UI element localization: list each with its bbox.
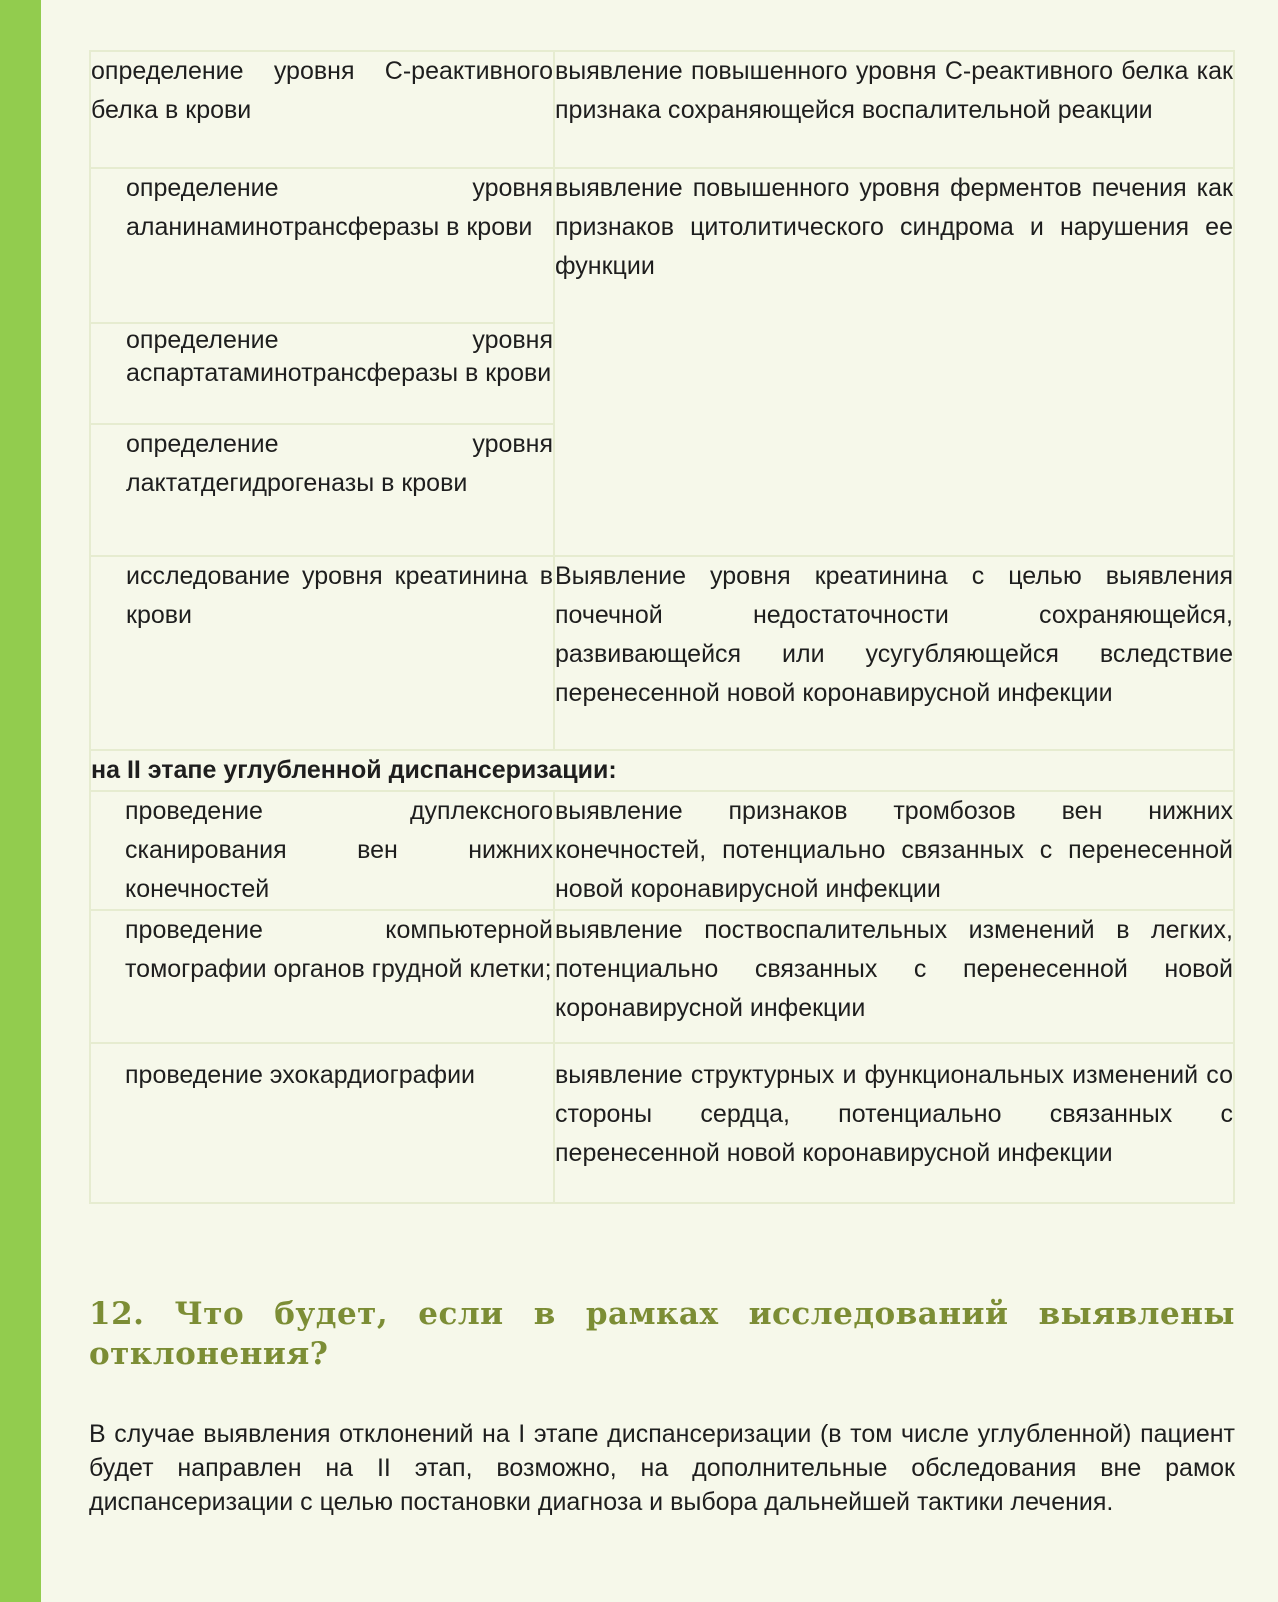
purpose-cell: выявление структурных и функциональных изменений со стороны сердца, потенциально связанных с перенесенной новой коронавирусной инфекции [554,1043,1234,1203]
table-row [90,910,1234,1043]
body-paragraph: В случае выявления отклонений на I этапе диспансеризации (в том числе углубленной) пациент будет направлен на II этап, возможно, на дополнительные обследования вне рамок диспансеризации с целью постановки диагноза и выбора дальнейшей тактики лечения. [89,1420,1235,1516]
purpose-cell: Выявление уровня креатинина с целью выявления почечной недостаточности сохраняющейся, развивающейся или усугубляющейся вследствие перенесенной новой коронавирусной инфекции [554,556,1234,750]
purpose-cell: выявление повышенного уровня ферментов печения как признаков цитолитического синдрома и нарушения ее функции [554,168,1234,556]
purpose-cell: выявление признаков тромбозов вен нижних конечностей, потенциально связанных с перенесенной новой коронавирусной инфекции [554,791,1234,910]
test-cell: проведение компьютерной томографии органов грудной клетки; [90,910,554,1043]
examinations-table [89,50,1235,1204]
table-row [90,791,1234,910]
table-row [90,51,1234,168]
table-row [90,1043,1234,1203]
test-cell: определение уровня аспартатаминотрансферазы в крови [90,323,554,424]
test-cell: определение уровня аланинаминотрансферазы в крови [90,168,554,323]
test-cell: проведение дуплексного сканирования вен нижних конечностей [90,791,554,910]
section-title: на II этапе углубленной диспансеризации: [90,750,1234,791]
test-cell: определение уровня С-реактивного белка в крови [90,51,554,168]
test-cell: исследование уровня креатинина в крови [90,556,554,750]
page-content [89,50,1235,1519]
purpose-cell: выявление поствоспалительных изменений в легких, потенциально связанных с перенесенной новой коронавирусной инфекции [554,910,1234,1043]
test-cell: определение уровня лактатдегидрогеназы в крови [90,424,554,556]
purpose-cell: выявление повышенного уровня С-реактивного белка как признака сохраняющейся воспалительной реакции [554,51,1234,168]
table-row [90,168,1234,323]
section-row [90,750,1234,791]
table-row [90,556,1234,750]
section-heading: 12. Что будет, если в рамках исследований выявлены отклонения? [89,1296,1235,1372]
test-cell: проведение эхокардиографии [90,1043,554,1203]
side-accent-bar [0,0,41,1602]
